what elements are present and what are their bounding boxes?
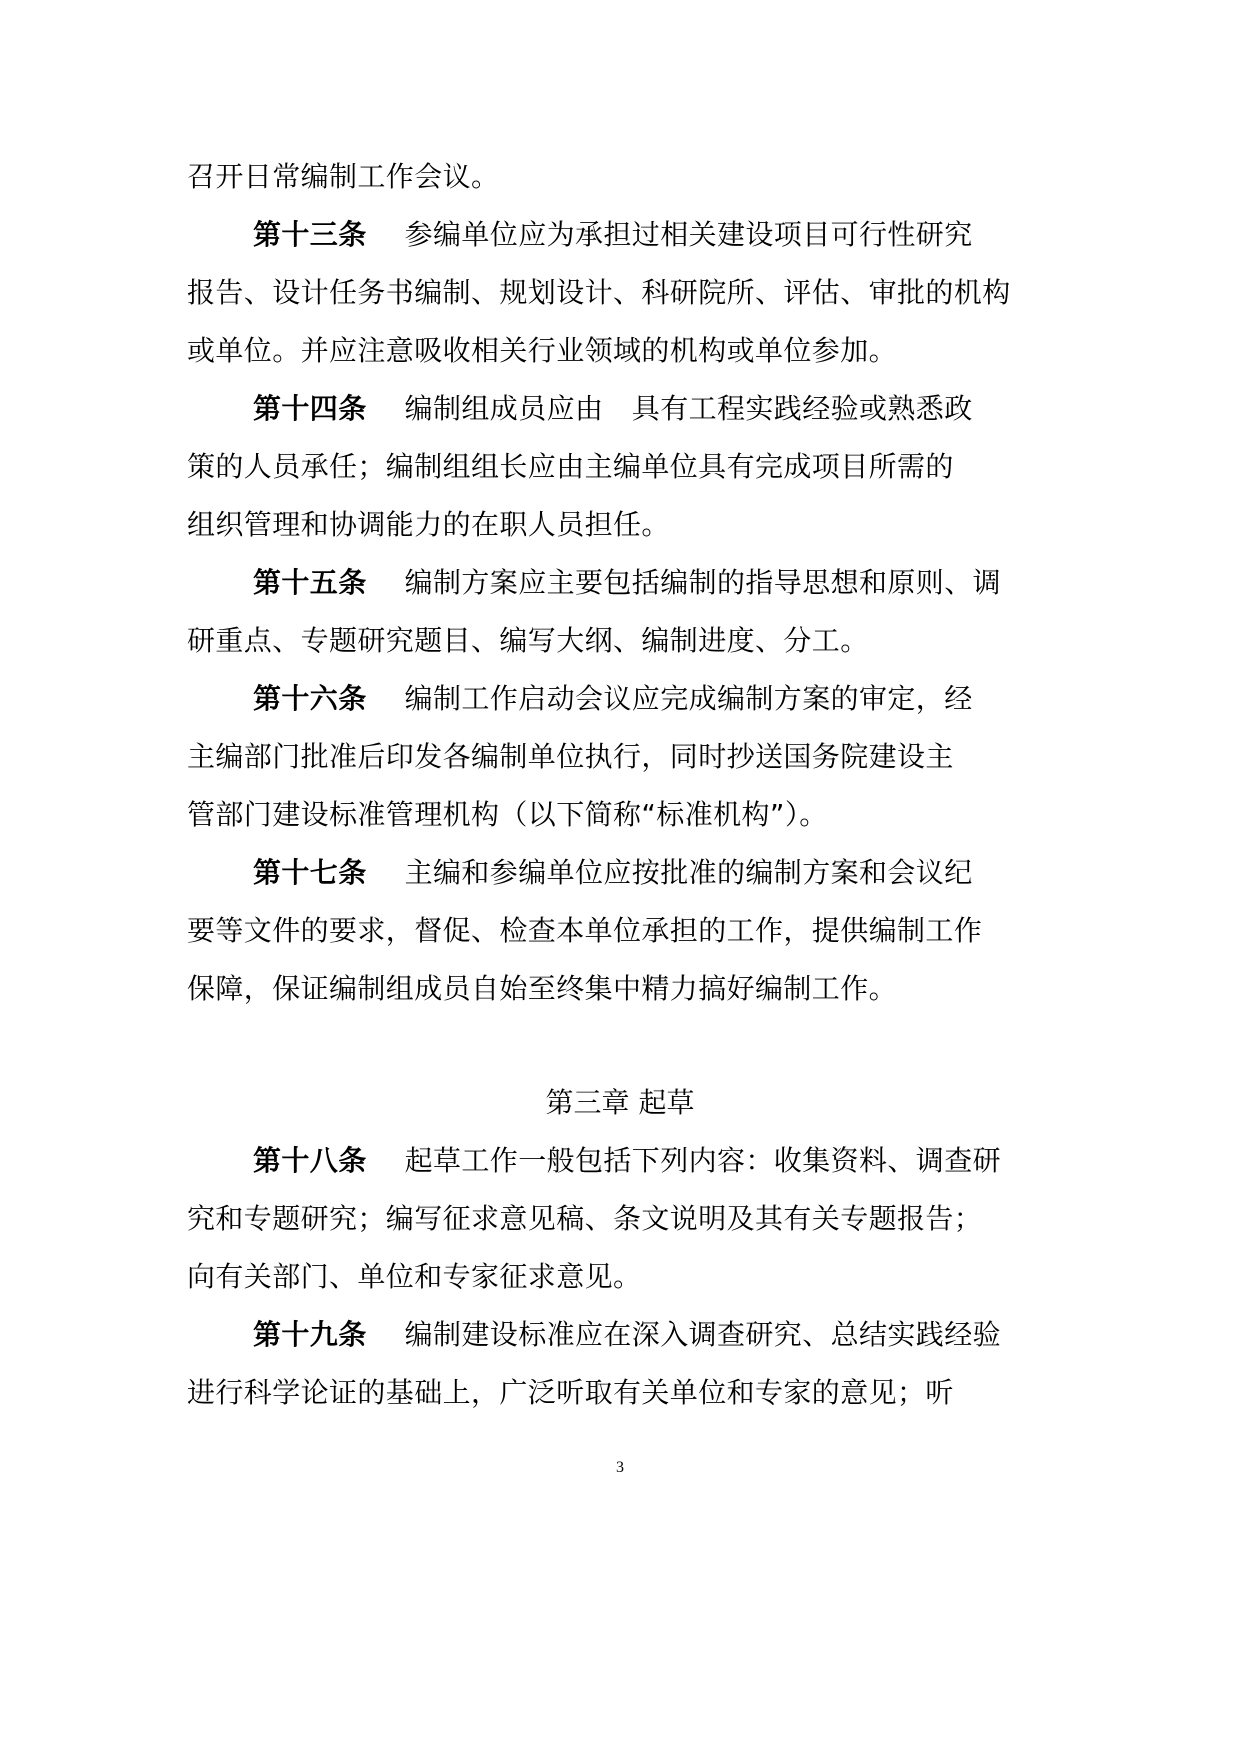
article-17-text: 主编和参编单位应按批准的编制方案和会议纪	[404, 856, 973, 889]
article-16-text: 编制工作启动会议应完成编制方案的审定，经	[404, 682, 973, 715]
article-13-text: 参编单位应为承担过相关建设项目可行性研究	[404, 218, 973, 251]
article-18-line-2: 究和专题研究；编写征求意见稿、条文说明及其有关专题报告；	[187, 1202, 983, 1235]
article-14-line-1	[253, 389, 1057, 429]
article-17-line-1	[253, 853, 1057, 893]
article-13-line-3: 或单位。并应注意吸收相关行业领域的机构或单位参加。	[187, 334, 898, 367]
article-16-label: 第十六条	[253, 682, 367, 715]
article-16-line-1	[253, 679, 1057, 719]
article-13-line-1	[253, 215, 1057, 255]
article-15-label: 第十五条	[253, 566, 367, 599]
article-18-line-1	[253, 1141, 1057, 1181]
article-15-text: 编制方案应主要包括编制的指导思想和原则、调	[404, 566, 1002, 599]
article-16-line-2: 主编部门批准后印发各编制单位执行，同时抄送国务院建设主	[187, 740, 954, 773]
article-13-line-2: 报告、设计任务书编制、规划设计、科研院所、评估、审批的机构	[187, 276, 1011, 309]
chapter-heading: 第三章 起草	[545, 1086, 695, 1119]
article-15-line-2: 研重点、专题研究题目、编写大纲、编制进度、分工。	[187, 624, 869, 657]
article-14-label: 第十四条	[253, 392, 367, 425]
article-18-text: 起草工作一般包括下列内容：收集资料、调查研	[404, 1144, 1002, 1177]
article-17-line-3: 保障，保证编制组成员自始至终集中精力搞好编制工作。	[187, 972, 898, 1005]
article-17-label: 第十七条	[253, 856, 367, 889]
article-17-line-2: 要等文件的要求，督促、检查本单位承担的工作，提供编制工作	[187, 914, 983, 947]
article-14-text: 编制组成员应由 具有工程实践经验或熟悉政	[404, 392, 973, 425]
article-19-line-2: 进行科学论证的基础上，广泛听取有关单位和专家的意见；听	[187, 1376, 954, 1409]
article-15-line-1	[253, 563, 1057, 603]
paragraph-continuation: 召开日常编制工作会议。	[187, 160, 500, 193]
article-14-line-3: 组织管理和协调能力的在职人员担任。	[187, 508, 670, 541]
article-19-line-1	[253, 1315, 1057, 1355]
article-18-label: 第十八条	[253, 1144, 367, 1177]
article-19-text: 编制建设标准应在深入调查研究、总结实践经验	[404, 1318, 1002, 1351]
article-19-label: 第十九条	[253, 1318, 367, 1351]
article-14-line-2: 策的人员承任；编制组组长应由主编单位具有完成项目所需的	[187, 450, 954, 483]
article-16-line-3: 管部门建设标准管理机构（以下简称“标准机构”）。	[187, 798, 828, 831]
article-18-line-3: 向有关部门、单位和专家征求意见。	[187, 1260, 642, 1293]
page-number: 3	[616, 1459, 624, 1476]
article-13-label: 第十三条	[253, 218, 367, 251]
